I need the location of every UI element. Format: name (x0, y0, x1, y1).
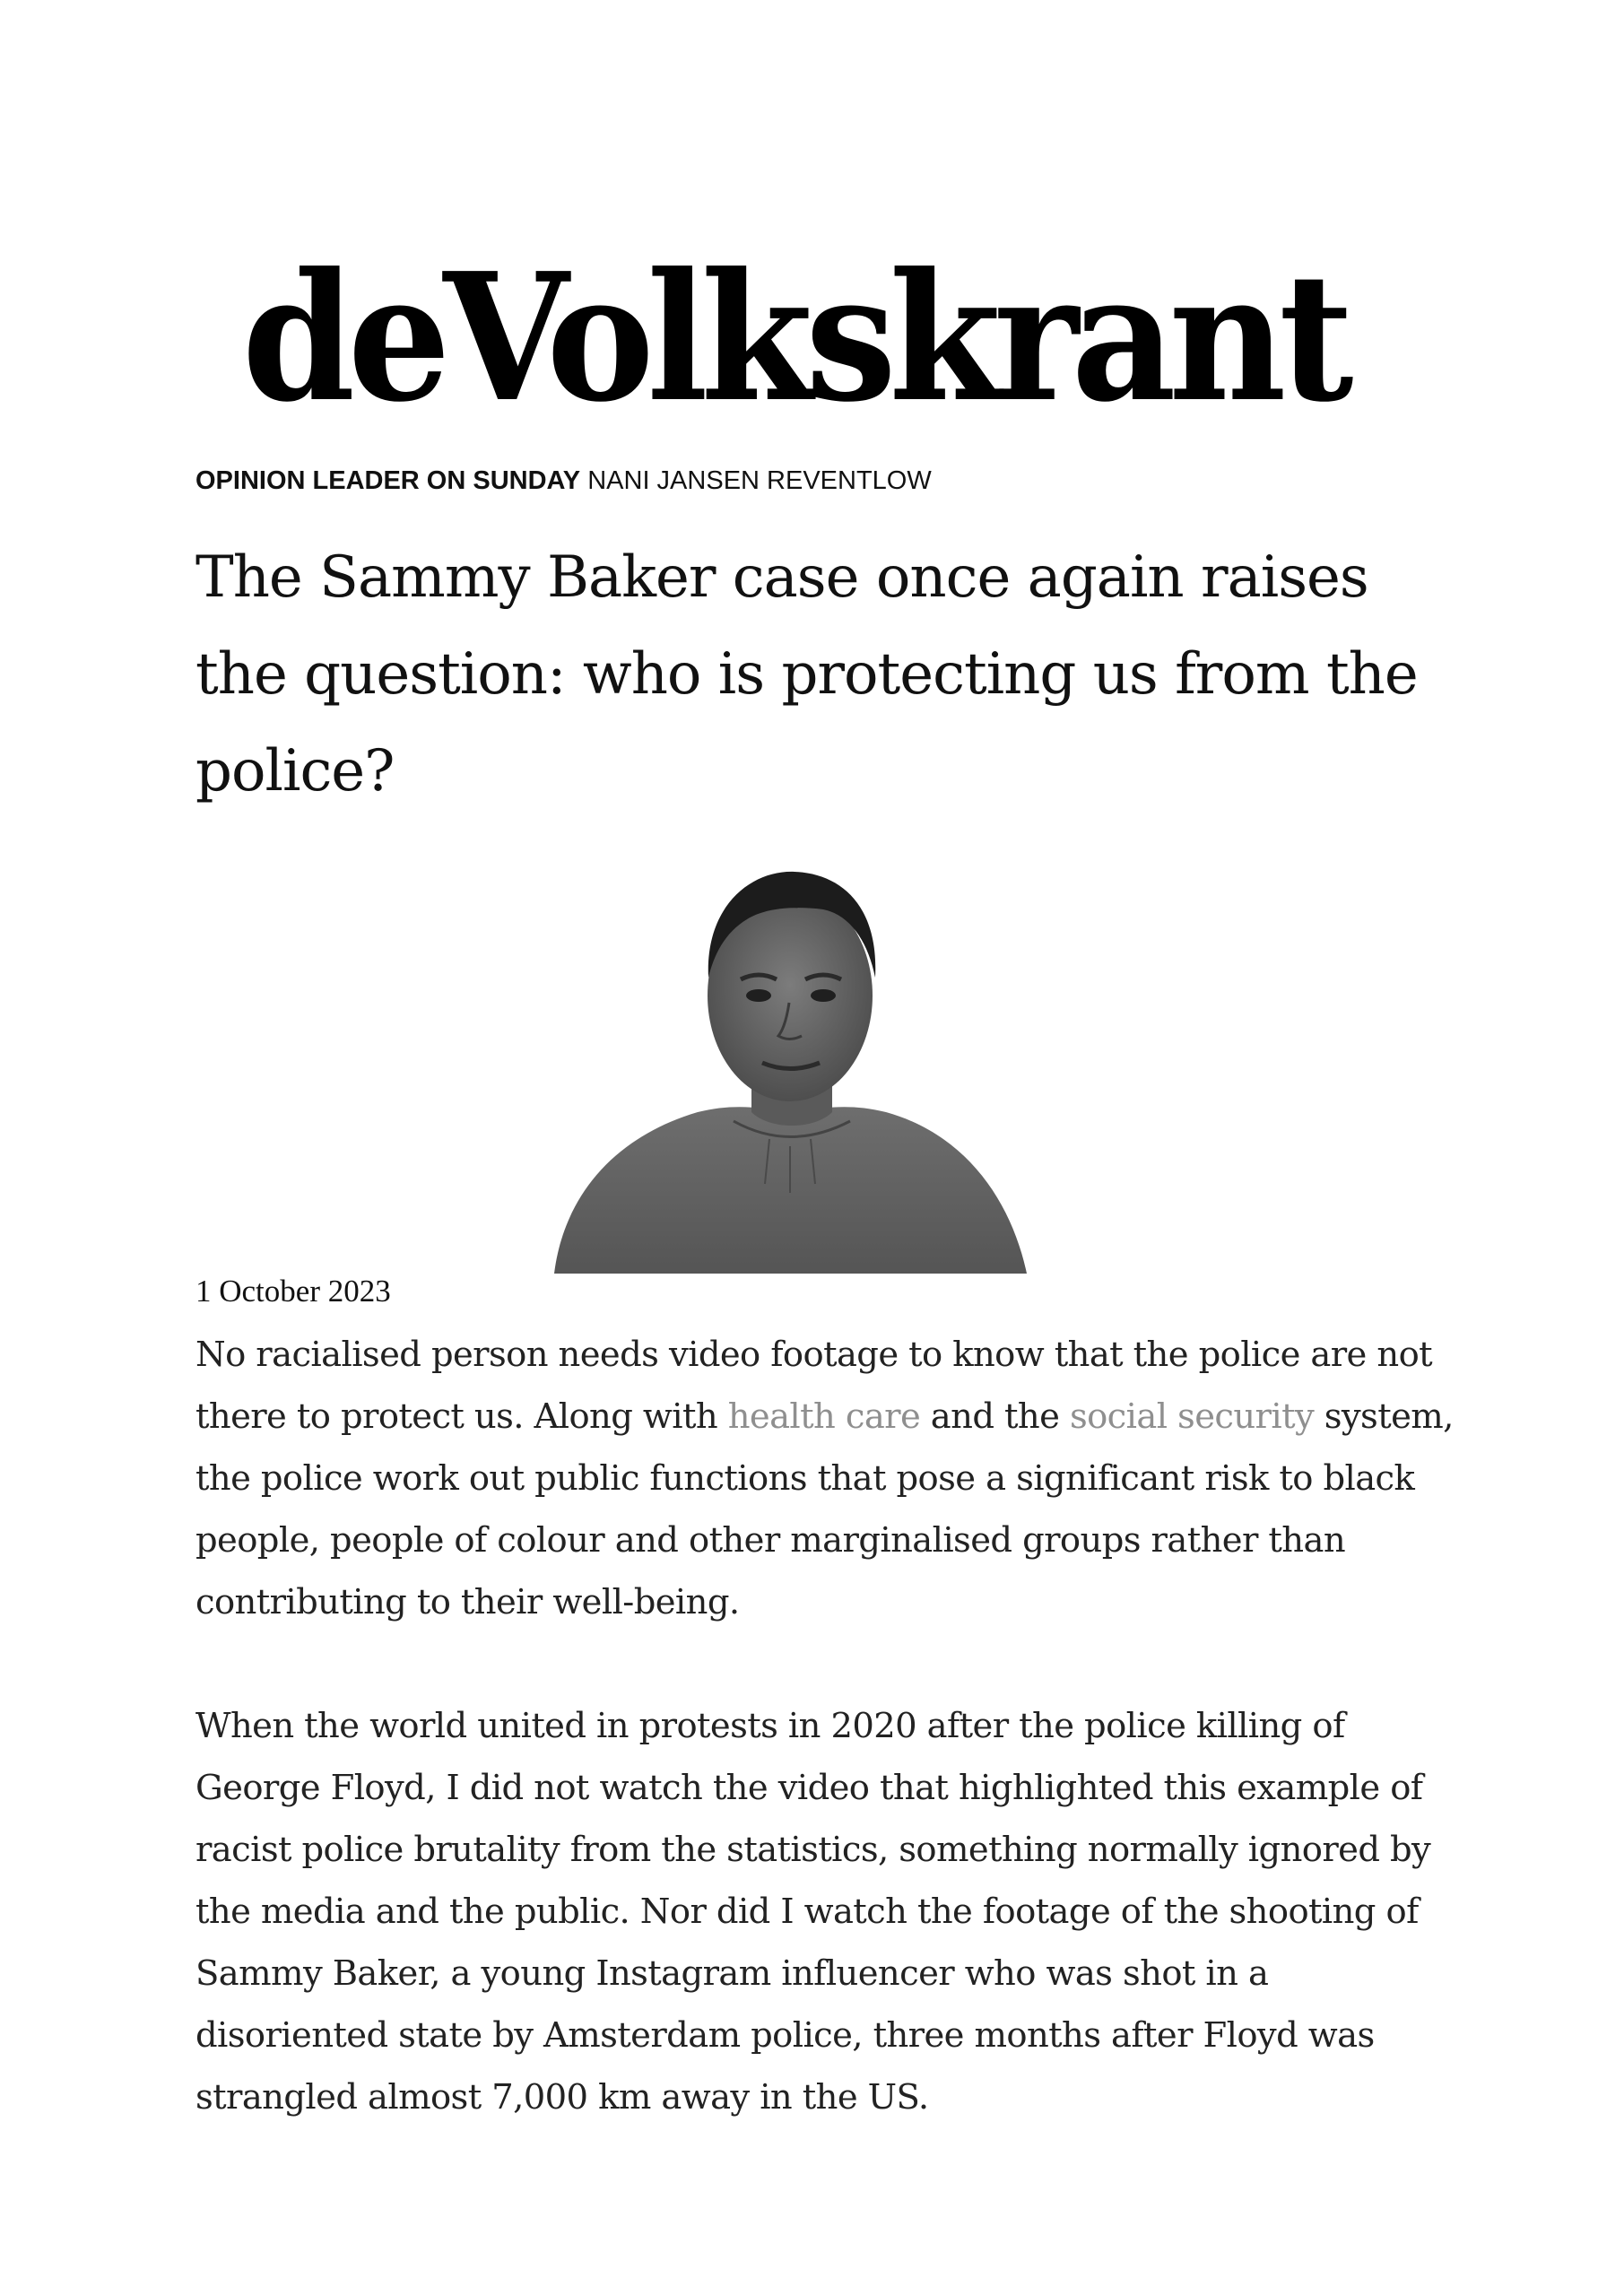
logo-wordmark: deVolkskrant (242, 235, 1347, 441)
publication-date: 1 October 2023 (195, 1274, 391, 1309)
article-headline: The Sammy Baker case once again raises the question: who is protecting us from the police? (195, 544, 1418, 804)
article-kicker (195, 466, 932, 496)
paragraph-1-text-a: No racialised person needs video footage to know that the police are not there to protect us. Along with (195, 1335, 1433, 1437)
paragraph-1 (195, 1324, 1469, 1633)
paragraph-1-text-b: and the (920, 1396, 1070, 1437)
article-body (195, 1324, 1469, 2128)
social-security-link[interactable]: social security (1069, 1396, 1315, 1437)
paragraph-1-text-c: system, the police work out public functions that pose a significant risk to black people, people of colour and other marginalised groups rather than contributing to their well-being. (195, 1396, 1454, 1622)
health-care-link[interactable]: health care (727, 1396, 921, 1437)
paragraph-2: When the world united in protests in 2020 after the police killing of George Floyd, I did not watch the video that highlighted this example of racist police brutality from the statistics, something normally ignored by the media and the public. Nor did I watch the footage of the shooting of Sammy Baker, a young Instagram influencer who was shot in a disoriented state by Amsterdam police, three months after Floyd was strangled almost 7,000 km away in the US. (195, 1706, 1431, 2118)
author-name[interactable]: NANI JANSEN REVENTLOW (587, 466, 932, 495)
masthead-logo[interactable] (242, 235, 1363, 441)
section-label: OPINION LEADER ON SUNDAY (195, 466, 581, 495)
author-photo (554, 843, 1027, 1274)
author-portrait-icon (554, 843, 1027, 1274)
